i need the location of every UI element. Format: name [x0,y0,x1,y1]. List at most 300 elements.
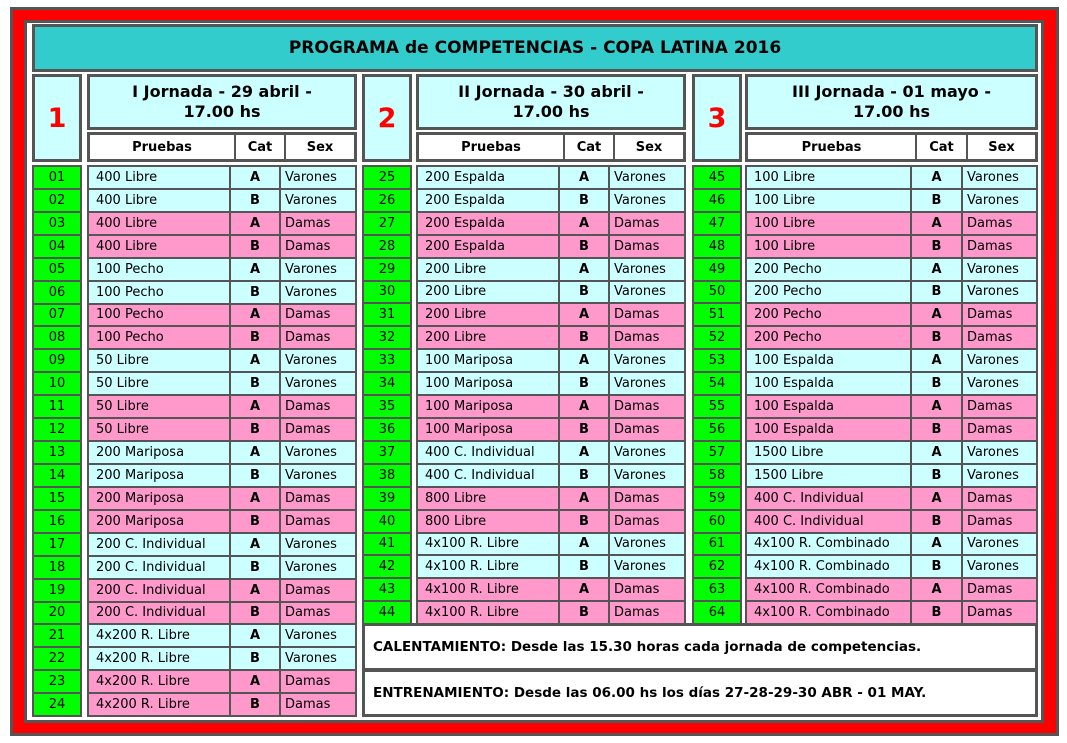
event-name: 200 Libre [418,282,558,303]
event-number: 16 [34,511,80,532]
event-sex: Varones [281,648,355,669]
event-sex: Varones [610,282,684,303]
event-category: A [231,167,279,188]
table-row [89,488,355,509]
event-number: 45 [694,167,740,188]
events-table-3 [745,165,1038,625]
event-number: 48 [694,236,740,257]
event-number: 38 [364,465,410,486]
event-name: 200 C. Individual [89,557,229,578]
event-category: A [231,305,279,326]
event-number: 64 [694,602,740,623]
table-row [89,465,355,486]
table-row [89,648,355,669]
event-sex: Damas [963,511,1036,532]
table-row [418,534,684,555]
event-category: B [912,465,961,486]
event-category: A [560,259,608,280]
table-row [747,350,1036,371]
event-category: B [231,465,279,486]
jornada-3-time: 17.00 hs [852,102,931,121]
event-name: 4x100 R. Combinado [747,556,910,577]
event-category: A [912,534,961,555]
table-row [418,190,684,211]
event-number: 01 [34,167,80,188]
event-name: 800 Libre [418,511,558,532]
event-name: 200 C. Individual [89,534,229,555]
event-category: B [912,373,961,394]
event-sex: Damas [610,327,684,348]
event-number: 20 [34,603,80,624]
event-sex: Varones [963,442,1036,463]
header-pruebas: Pruebas [419,135,565,159]
jornada-2-title: II Jornada - 30 abril - [458,82,644,101]
column-headers-2 [416,132,686,162]
event-name: 4x100 R. Combinado [747,602,910,623]
event-sex: Varones [281,534,355,555]
event-sex: Varones [963,556,1036,577]
event-sex: Varones [281,442,355,463]
header-pruebas: Pruebas [90,135,236,159]
event-number: 35 [364,396,410,417]
event-name: 200 Pecho [747,282,910,303]
event-number: 56 [694,419,740,440]
event-number: 50 [694,282,740,303]
event-category: B [560,419,608,440]
event-category: B [231,557,279,578]
header-pruebas: Pruebas [748,135,917,159]
table-row [418,579,684,600]
event-name: 200 Espalda [418,167,558,188]
event-sex: Varones [610,534,684,555]
table-row [747,396,1036,417]
table-row [747,442,1036,463]
table-row [418,419,684,440]
event-number: 41 [364,534,410,555]
event-sex: Varones [963,534,1036,555]
event-category: A [912,396,961,417]
event-number: 62 [694,556,740,577]
event-sex: Varones [963,167,1036,188]
table-row [89,694,355,715]
table-row [418,213,684,234]
table-row [747,511,1036,532]
event-category: A [912,213,961,234]
event-name: 4x200 R. Libre [89,625,229,646]
event-name: 200 Espalda [418,190,558,211]
header-sex: Sex [306,139,334,155]
event-number: 26 [364,190,410,211]
event-category: B [560,602,608,623]
event-name: 100 Mariposa [418,396,558,417]
event-category: B [560,373,608,394]
event-category: A [231,625,279,646]
jornada-1-time: 17.00 hs [183,102,261,121]
event-number: 57 [694,442,740,463]
event-category: B [560,327,608,348]
event-category: A [560,304,608,325]
event-number: 08 [34,327,80,348]
event-number: 34 [364,373,410,394]
table-row [418,350,684,371]
table-row [89,350,355,371]
event-name: 800 Libre [418,488,558,509]
event-name: 200 Pecho [747,259,910,280]
event-sex: Varones [963,350,1036,371]
event-name: 200 Mariposa [89,488,229,509]
event-sex: Varones [610,259,684,280]
event-number: 37 [364,442,410,463]
table-row [418,442,684,463]
table-row [747,556,1036,577]
event-number: 55 [694,396,740,417]
event-sex: Damas [281,580,355,601]
event-name: 100 Pecho [89,305,229,326]
event-number: 43 [364,579,410,600]
event-category: B [912,190,961,211]
event-number: 33 [364,350,410,371]
table-row [89,236,355,257]
event-number: 29 [364,259,410,280]
table-row [418,396,684,417]
event-sex: Varones [963,259,1036,280]
event-category: B [560,282,608,303]
event-sex: Damas [610,304,684,325]
event-category: B [231,648,279,669]
event-name: 200 Libre [418,259,558,280]
event-number: 12 [34,419,80,440]
table-row [418,465,684,486]
jornada-1-title: I Jornada - 29 abril - [132,82,312,101]
event-sex: Damas [281,396,355,417]
events-table-1 [87,165,357,717]
event-sex: Varones [281,167,355,188]
event-name: 200 Mariposa [89,442,229,463]
event-sex: Varones [610,373,684,394]
table-row [418,304,684,325]
event-category: A [231,213,279,234]
event-name: 100 Espalda [747,350,910,371]
event-sex: Damas [610,579,684,600]
event-category: A [912,579,961,600]
event-category: A [912,167,961,188]
table-row [418,282,684,303]
table-row [89,603,355,624]
event-number: 27 [364,213,410,234]
event-number: 39 [364,488,410,509]
event-number: 10 [34,373,80,394]
event-category: A [231,442,279,463]
event-category: A [912,442,961,463]
event-sex: Varones [281,557,355,578]
event-name: 50 Libre [89,350,229,371]
table-row [89,625,355,646]
event-category: B [912,327,961,348]
event-name: 100 Libre [747,167,910,188]
event-name: 100 Pecho [89,327,229,348]
table-row [747,213,1036,234]
event-category: A [231,259,279,280]
event-sex: Damas [963,396,1036,417]
event-sex: Damas [281,671,355,692]
event-sex: Damas [963,419,1036,440]
event-sex: Damas [963,304,1036,325]
event-name: 100 Pecho [89,282,229,303]
day-number-2: 2 [362,74,412,162]
table-row [89,419,355,440]
event-sex: Damas [610,511,684,532]
event-numbers-2 [362,165,412,625]
event-sex: Damas [610,488,684,509]
event-number: 60 [694,511,740,532]
events-table-2 [416,165,686,625]
event-number: 17 [34,534,80,555]
event-sex: Damas [963,236,1036,257]
event-name: 100 Pecho [89,259,229,280]
event-sex: Varones [610,350,684,371]
event-sex: Damas [963,327,1036,348]
table-row [89,282,355,303]
event-category: A [231,488,279,509]
event-name: 1500 Libre [747,442,910,463]
event-name: 100 Espalda [747,396,910,417]
event-name: 100 Espalda [747,419,910,440]
event-sex: Varones [610,167,684,188]
jornada-2-header [416,74,686,130]
event-category: A [912,304,961,325]
event-category: B [231,603,279,624]
event-category: B [231,190,279,211]
table-row [89,671,355,692]
event-number: 30 [364,282,410,303]
table-row [418,488,684,509]
event-number: 52 [694,327,740,348]
event-category: B [231,694,279,715]
table-row [418,556,684,577]
header-sex: Sex [635,139,663,155]
table-row [418,602,684,623]
table-row [747,579,1036,600]
event-category: B [560,190,608,211]
event-category: A [560,579,608,600]
event-sex: Varones [281,259,355,280]
table-row [747,602,1036,623]
event-name: 200 Pecho [747,304,910,325]
event-number: 46 [694,190,740,211]
event-number: 61 [694,534,740,555]
event-number: 47 [694,213,740,234]
event-number: 32 [364,327,410,348]
table-row [89,213,355,234]
table-row [747,488,1036,509]
event-name: 200 C. Individual [89,580,229,601]
event-category: B [231,373,279,394]
event-number: 49 [694,259,740,280]
event-numbers-1 [32,165,82,717]
event-name: 4x200 R. Libre [89,648,229,669]
table-row [418,511,684,532]
table-row [89,534,355,555]
event-category: A [560,350,608,371]
event-name: 200 C. Individual [89,603,229,624]
event-name: 4x200 R. Libre [89,671,229,692]
event-number: 13 [34,442,80,463]
event-category: A [560,396,608,417]
event-number: 51 [694,304,740,325]
header-cat: Cat [917,135,968,159]
event-name: 1500 Libre [747,465,910,486]
event-sex: Varones [963,465,1036,486]
event-name: 400 Libre [89,190,229,211]
training-note: ENTRENAMIENTO: Desde las 06.00 hs los días 27-28-29-30 ABR - 01 MAY. [362,669,1038,717]
event-number: 44 [364,602,410,623]
event-number: 21 [34,625,80,646]
event-name: 50 Libre [89,373,229,394]
table-row [418,236,684,257]
event-name: 400 Libre [89,236,229,257]
event-category: B [560,511,608,532]
column-headers-3 [745,132,1038,162]
event-number: 63 [694,579,740,600]
event-name: 200 Mariposa [89,465,229,486]
table-row [747,465,1036,486]
event-name: 4x200 R. Libre [89,694,229,715]
event-name: 400 C. Individual [747,488,910,509]
event-sex: Varones [963,282,1036,303]
event-sex: Damas [281,236,355,257]
table-row [418,373,684,394]
table-row [747,190,1036,211]
event-name: 100 Libre [747,236,910,257]
event-category: A [560,167,608,188]
event-sex: Varones [610,442,684,463]
warmup-note: CALENTAMIENTO: Desde las 15.30 horas cada jornada de competencias. [362,623,1038,671]
event-name: 400 C. Individual [418,442,558,463]
header-cat: Cat [236,135,286,159]
table-row [747,167,1036,188]
event-numbers-3 [692,165,742,625]
event-number: 09 [34,350,80,371]
event-sex: Varones [281,190,355,211]
page-title: PROGRAMA de COMPETENCIAS - COPA LATINA 2016 [32,24,1038,72]
event-name: 200 Espalda [418,236,558,257]
event-number: 04 [34,236,80,257]
event-number: 59 [694,488,740,509]
header-sex: Sex [988,139,1015,155]
event-category: A [560,442,608,463]
event-sex: Damas [963,488,1036,509]
event-name: 200 Pecho [747,327,910,348]
event-number: 28 [364,236,410,257]
event-sex: Varones [281,373,355,394]
table-row [418,327,684,348]
event-sex: Damas [610,213,684,234]
event-sex: Varones [610,190,684,211]
event-name: 50 Libre [89,419,229,440]
event-sex: Varones [281,465,355,486]
event-number: 22 [34,648,80,669]
table-row [89,190,355,211]
event-sex: Damas [281,327,355,348]
event-number: 14 [34,465,80,486]
event-category: B [912,602,961,623]
table-row [747,534,1036,555]
event-number: 18 [34,557,80,578]
table-row [89,442,355,463]
event-name: 4x100 R. Libre [418,579,558,600]
event-sex: Varones [610,556,684,577]
event-name: 200 Libre [418,327,558,348]
event-sex: Damas [281,419,355,440]
jornada-3-title: III Jornada - 01 mayo - [792,82,991,101]
event-sex: Damas [281,694,355,715]
event-sex: Varones [963,190,1036,211]
day-number-3: 3 [692,74,742,162]
event-number: 31 [364,304,410,325]
table-row [418,167,684,188]
event-number: 40 [364,511,410,532]
table-row [89,259,355,280]
table-row [747,373,1036,394]
event-name: 100 Libre [747,190,910,211]
table-row [747,304,1036,325]
jornada-2-time: 17.00 hs [512,102,590,121]
event-name: 400 C. Individual [418,465,558,486]
event-sex: Damas [281,488,355,509]
event-sex: Damas [281,305,355,326]
event-number: 06 [34,282,80,303]
event-number: 58 [694,465,740,486]
event-sex: Varones [281,625,355,646]
event-category: B [231,236,279,257]
event-number: 15 [34,488,80,509]
event-name: 400 Libre [89,213,229,234]
event-number: 53 [694,350,740,371]
event-category: A [560,488,608,509]
event-name: 200 Espalda [418,213,558,234]
event-sex: Varones [281,282,355,303]
day-number-1: 1 [32,74,82,162]
event-sex: Damas [610,396,684,417]
event-name: 100 Mariposa [418,373,558,394]
event-sex: Damas [610,602,684,623]
event-number: 24 [34,694,80,715]
event-category: B [912,556,961,577]
event-category: B [231,511,279,532]
event-category: A [912,350,961,371]
event-name: 4x100 R. Combinado [747,534,910,555]
event-name: 100 Espalda [747,373,910,394]
table-row [747,282,1036,303]
event-name: 4x100 R. Combinado [747,579,910,600]
event-number: 23 [34,671,80,692]
table-row [747,419,1036,440]
table-row [747,259,1036,280]
event-sex: Damas [281,511,355,532]
event-category: B [912,282,961,303]
table-row [418,259,684,280]
event-category: A [231,580,279,601]
table-row [89,305,355,326]
table-row [89,511,355,532]
event-category: B [560,465,608,486]
table-row [89,327,355,348]
event-category: A [912,259,961,280]
table-row [89,167,355,188]
table-row [89,557,355,578]
jornada-1-header [87,74,357,130]
event-category: B [912,236,961,257]
